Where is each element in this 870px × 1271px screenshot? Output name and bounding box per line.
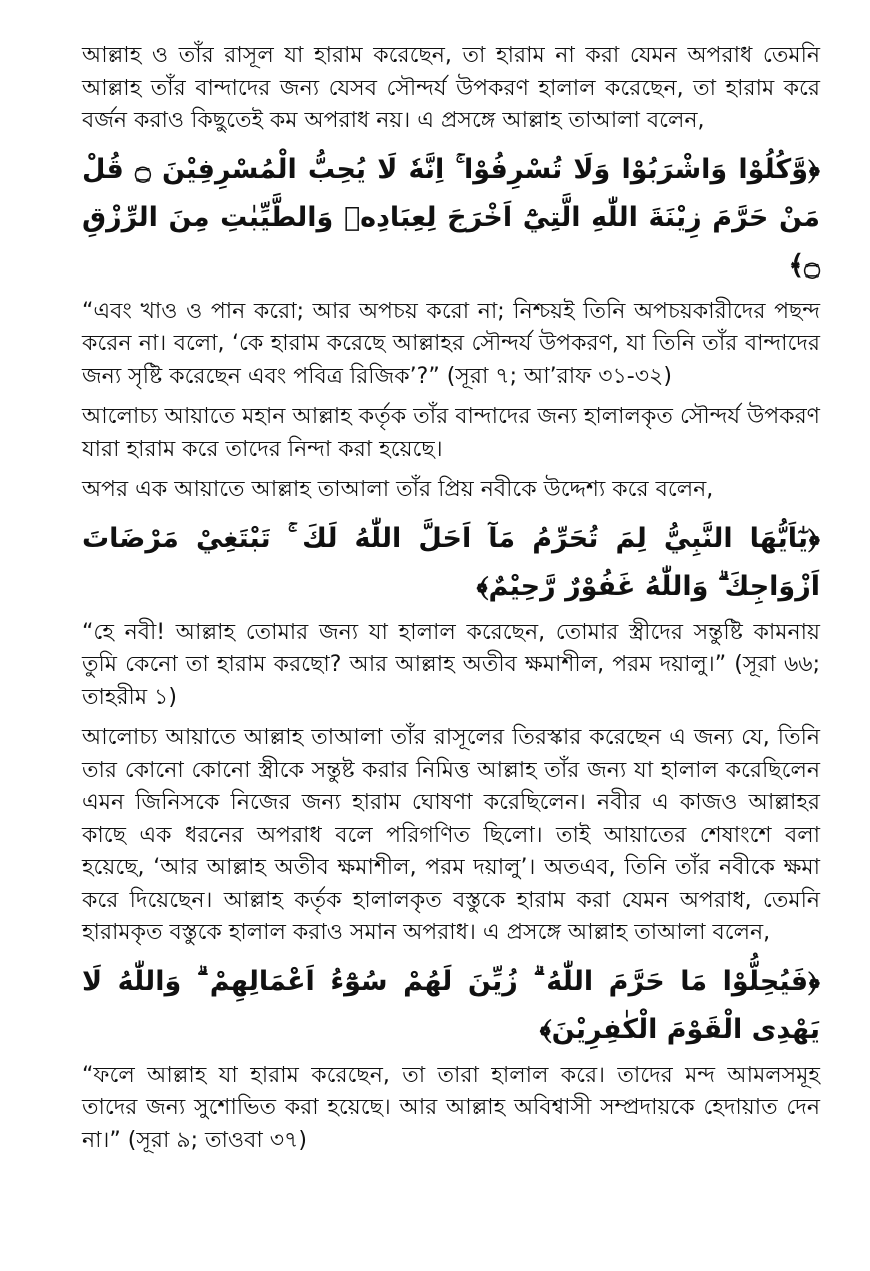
quran-verse-araf: ﴿وَّكُلُوْا وَاشْرَبُوْا وَلَا تُسْرِفُوْا ۚ اِنَّهٗ لَا يُحِبُّ الْمُسْرِفِيْنَ ۝ قُلْ مَنْ حَرَّمَ زِيْنَةَ اللّٰهِ الَّتِيْٓ اَخْرَجَ لِعِبَادِهٖ وَالطَّيِّبٰتِ مِنَ الرِّزْقِ ۝﴾ bbox=[82, 153, 820, 281]
paragraph-commentary-2: আলোচ্য আয়াতে আল্লাহ তাআলা তাঁর রাসূলের তিরস্কার করেছেন এ জন্য যে, তিনি তার কোনো কোনো স্ত্রীকে সন্তুষ্ট করার নিমিত্ত আল্লাহ তাঁর জন্য যা হালাল করেছিলেন এমন জিনিসকে নিজের জন্য হারাম ঘোষণা করেছিলেন। নবীর এ কাজও আল্লাহর কাছে এক ধরনের অপরাধ বলে পরিগণিত ছিলো। তাই আয়াতের শেষাংশে বলা হয়েছে, ‘আর আল্লাহ অতীব ক্ষমাশীল, পরম দয়ালু’। অতএব, তিনি তাঁর নবীকে ক্ষমা করে দিয়েছেন। আল্লাহ কর্তৃক হালালকৃত বস্তুকে হারাম করা যেমন অপরাধ, তেমনি হারামকৃত বস্তুকে হালাল করাও সমান অপরাধ। এ প্রসঙ্গে আল্লাহ তাআলা বলেন, bbox=[82, 725, 820, 945]
paragraph-intro-2: অপর এক আয়াতে আল্লাহ তাআলা তাঁর প্রিয় নবীকে উদ্দেশ্য করে বলেন, bbox=[82, 477, 714, 502]
quran-verse-tawbah: ﴿فَيُحِلُّوْا مَا حَرَّمَ اللّٰهُ ۗ زُيِّنَ لَهُمْ سُوْٓءُ اَعْمَالِهِمْ ۗ وَاللّٰهُ لَا يَهْدِى الْقَوْمَ الْكٰفِرِيْنَ﴾ bbox=[82, 965, 820, 1045]
translation-tawbah: “ফলে আল্লাহ যা হারাম করেছেন, তা তারা হালাল করে। তাদের মন্দ আমলসমূহ তাদের জন্য সুশোভিত করা হয়েছে। আর আল্লাহ অবিশ্বাসী সম্প্রদায়কে হেদায়াত দেন না।” (সূরা ৯; তাওবা ৩৭) bbox=[82, 1062, 820, 1153]
paragraph-intro: আল্লাহ ও তাঁর রাসূল যা হারাম করেছেন, তা হারাম না করা যেমন অপরাধ তেমনি আল্লাহ তাঁর বান্দাদের জন্য যেসব সৌন্দর্য উপকরণ হালাল করেছেন, তা হারাম করে বর্জন করাও কিছুতেই কম অপরাধ নয়। এ প্রসঙ্গে আল্লাহ তাআলা বলেন, bbox=[82, 43, 820, 133]
translation-tahrim: “হে নবী! আল্লাহ তোমার জন্য যা হালাল করেছেন, তোমার স্ত্রীদের সন্তুষ্টি কামনায় তুমি কেনো তা হারাম করছো? আর আল্লাহ অতীব ক্ষমাশীল, পরম দয়ালু।” (সূরা ৬৬; তাহরীম ১) bbox=[82, 619, 820, 710]
translation-araf: “এবং খাও ও পান করো; আর অপচয় করো না; নিশ্চয়ই তিনি অপচয়কারীদের পছন্দ করেন না। বলো, ‘কে হারাম করেছে আল্লাহর সৌন্দর্য উপকরণ, যা তিনি তাঁর বান্দাদের জন্য সৃষ্টি করেছেন এবং পবিত্র রিজিক’?” (সূরা ৭; আ’রাফ ৩১-৩২) bbox=[82, 298, 820, 389]
paragraph-commentary-1: আলোচ্য আয়াতে মহান আল্লাহ কর্তৃক তাঁর বান্দাদের জন্য হালালকৃত সৌন্দর্য উপকরণ যারা হারাম করে তাদের নিন্দা করা হয়েছে। bbox=[82, 404, 820, 462]
quran-verse-tahrim: ﴿يٰٓاَيُّهَا النَّبِيُّ لِمَ تُحَرِّمُ مَآ اَحَلَّ اللّٰهُ لَكَ ۚ تَبْتَغِيْ مَرْضَاتَ اَزْوَاجِكَ ۗ وَاللّٰهُ غَفُوْرٌ رَّحِيْمٌ﴾ bbox=[82, 522, 820, 602]
